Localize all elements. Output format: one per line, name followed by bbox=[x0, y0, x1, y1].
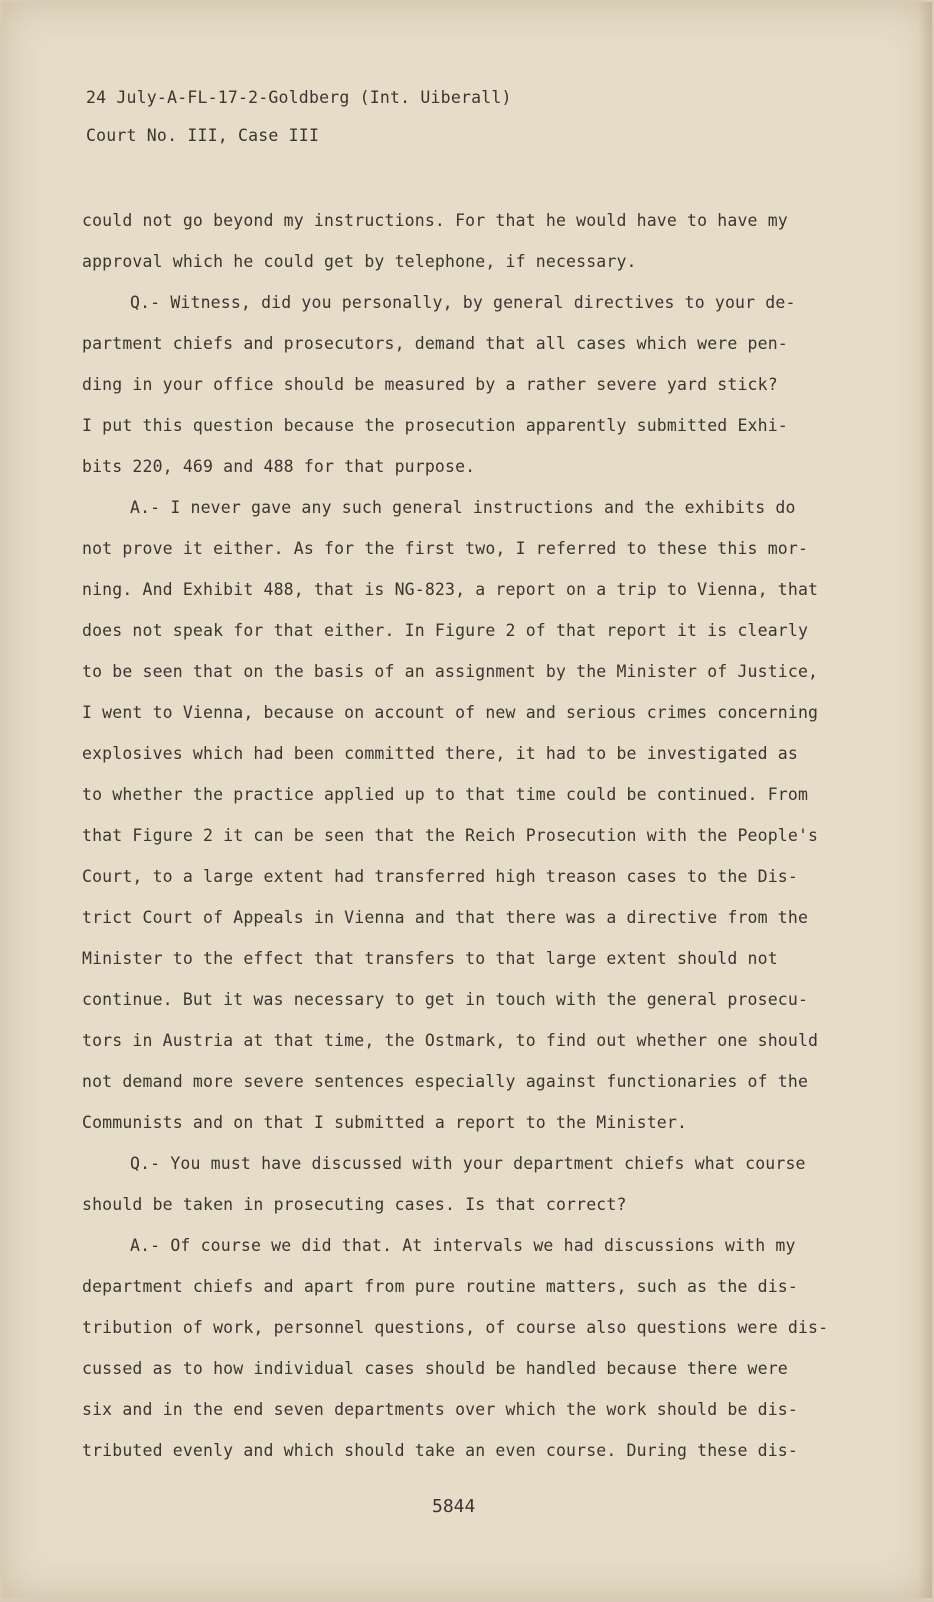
transcript-line: Court, to a large extent had transferred high treason cases to the Dis- bbox=[82, 867, 798, 886]
transcript-line: continue. But it was necessary to get in touch with the general prosecu- bbox=[82, 990, 809, 1009]
transcript-line: tribution of work, personnel questions, of course also questions were dis- bbox=[82, 1318, 829, 1337]
document-page bbox=[2, 2, 932, 1598]
transcript-line: not demand more severe sentences especially against functionaries of the bbox=[82, 1072, 809, 1091]
transcript-line: A.- I never gave any such general instructions and the exhibits do bbox=[130, 498, 796, 517]
page-number: 5844 bbox=[432, 1496, 476, 1517]
transcript-line: six and in the end seven departments over which the work should be dis- bbox=[82, 1400, 798, 1419]
transcript-line: department chiefs and apart from pure routine matters, such as the dis- bbox=[82, 1277, 798, 1296]
transcript-line: approval which he could get by telephone, if necessary. bbox=[82, 252, 637, 271]
transcript-line: tributed evenly and which should take an even course. During these dis- bbox=[82, 1441, 798, 1460]
transcript-body bbox=[82, 210, 862, 1481]
transcript-line: explosives which had been committed there, it had to be investigated as bbox=[82, 744, 798, 763]
transcript-line: should be taken in prosecuting cases. Is that correct? bbox=[82, 1195, 627, 1214]
transcript-line: ning. And Exhibit 488, that is NG-823, a report on a trip to Vienna, that bbox=[82, 580, 819, 599]
transcript-line: that Figure 2 it can be seen that the Reich Prosecution with the People's bbox=[82, 826, 819, 845]
transcript-line: to be seen that on the basis of an assignment by the Minister of Justice, bbox=[82, 662, 819, 681]
transcript-line: cussed as to how individual cases should be handled because there were bbox=[82, 1359, 788, 1378]
transcript-line: partment chiefs and prosecutors, demand that all cases which were pen- bbox=[82, 334, 788, 353]
transcript-line: Minister to the effect that transfers to that large extent should not bbox=[82, 949, 778, 968]
transcript-line: Q.- Witness, did you personally, by general directives to your de- bbox=[130, 293, 796, 312]
transcript-line: tors in Austria at that time, the Ostmark, to find out whether one should bbox=[82, 1031, 819, 1050]
header-line-2: Court No. III, Case III bbox=[86, 126, 320, 145]
transcript-line: ding in your office should be measured by a rather severe yard stick? bbox=[82, 375, 778, 394]
transcript-line: Q.- You must have discussed with your department chiefs what course bbox=[130, 1154, 806, 1173]
transcript-line: Communists and on that I submitted a report to the Minister. bbox=[82, 1113, 688, 1132]
transcript-line: I went to Vienna, because on account of new and serious crimes concerning bbox=[82, 703, 819, 722]
transcript-line: trict Court of Appeals in Vienna and that there was a directive from the bbox=[82, 908, 809, 927]
transcript-line: bits 220, 469 and 488 for that purpose. bbox=[82, 457, 476, 476]
transcript-line: I put this question because the prosecution apparently submitted Exhi- bbox=[82, 416, 788, 435]
transcript-line: to whether the practice applied up to that time could be continued. From bbox=[82, 785, 809, 804]
transcript-line: could not go beyond my instructions. For that he would have to have my bbox=[82, 211, 788, 230]
page-edge-shadow bbox=[918, 2, 932, 1598]
transcript-line: not prove it either. As for the first two, I referred to these this mor- bbox=[82, 539, 809, 558]
transcript-line: A.- Of course we did that. At intervals we had discussions with my bbox=[130, 1236, 796, 1255]
header-line-1: 24 July-A-FL-17-2-Goldberg (Int. Uiberall) bbox=[86, 88, 512, 107]
transcript-line: does not speak for that either. In Figure 2 of that report it is clearly bbox=[82, 621, 809, 640]
